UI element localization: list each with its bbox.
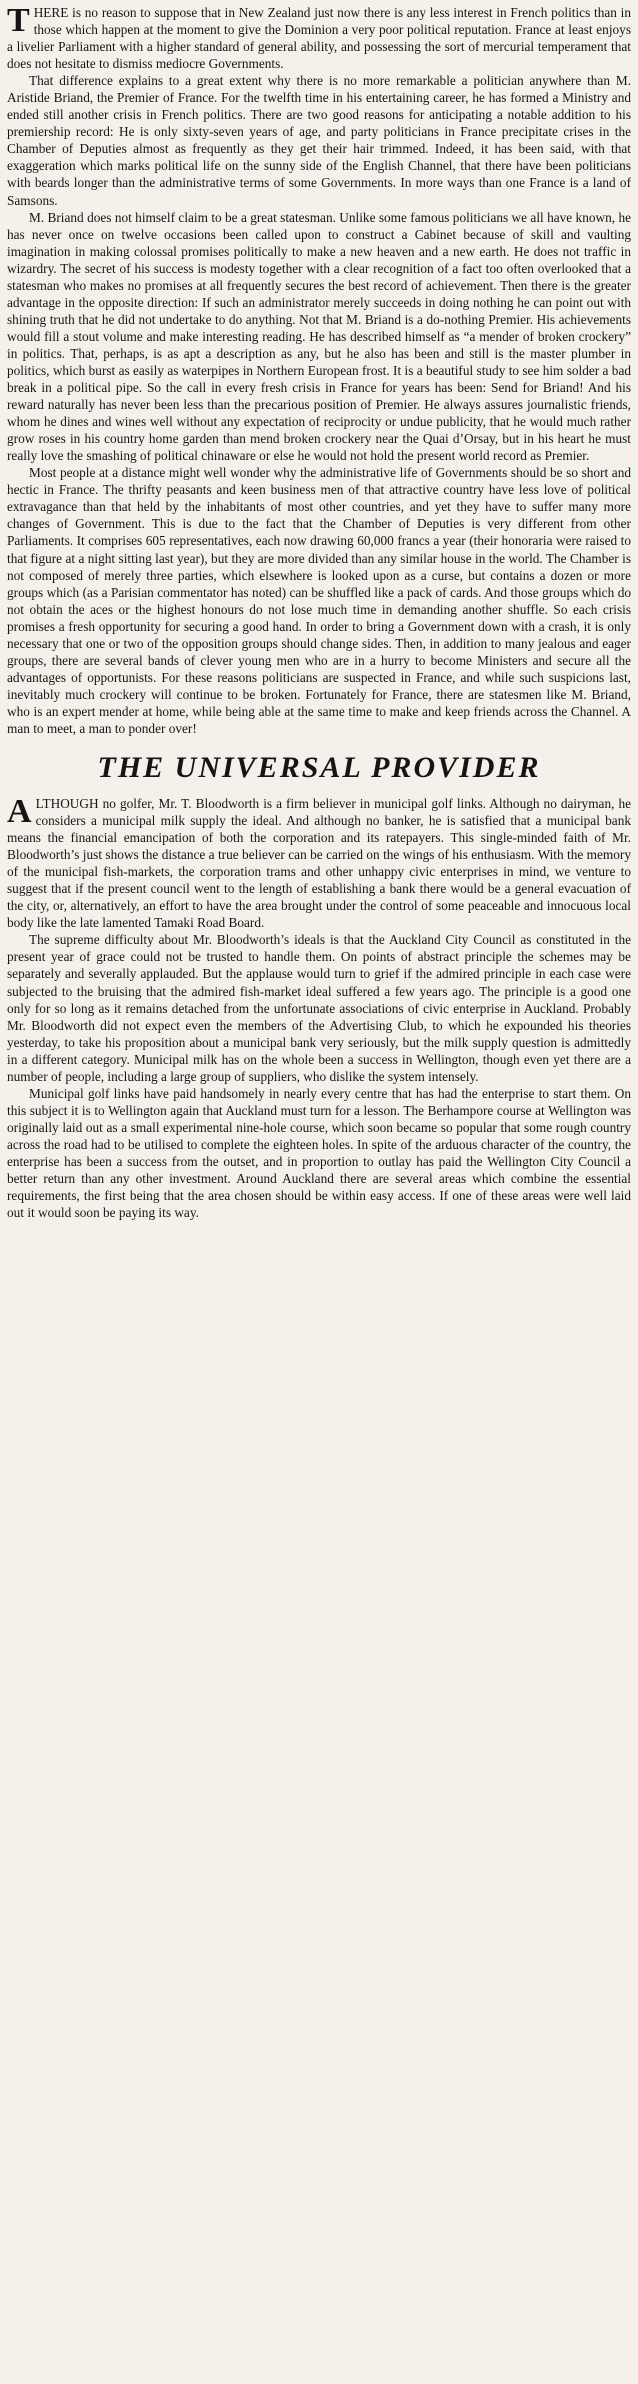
article-headline: THE UNIVERSAL PROVIDER	[97, 751, 541, 785]
article-paragraph: Most people at a distance might well wonder why the administrative life of Governments should be so short and hectic in France. The thrifty peasants and keen business men of that attractive country have less love of political extravagance than that held by the inhabitants of most other countries, and yet they have to suffer many more changes of Government. This is due to the fact that the Chamber of Deputies is very different from other Parliaments. It comprises 605 representatives, each now drawing 60,000 francs a year (their honoraria were raised to that figure at a night sitting last year), but they are more divided than any similar house in the world. The Chamber is not composed of merely three parties, which elsewhere is looked upon as a curse, but contains a dozen or more groups which (as a Parisian commentator has noted) can be shuffled like a pack of cards. And those groups which do not obtain the aces or the highest honours do not lose much time in demanding another shuffle. So each crisis promises a fresh opportunity for securing a good hand. In order to bring a Government down with a crash, it is only necessary that one or two of the opposition groups should change sides. Then, in addition to many jealous and eager groups, there are several bands of clever young men who are in a hurry to become Ministers and secure all the advantages of opportunists. For these reasons politicians are suspected in France, and while such suspicions last, inevitably much crockery will continue to be broken. Fortunately for France, there are statesmen like M. Briand, who is an expert mender at home, while being able at the same time to make and keep friends across the Channel. A man to meet, a man to ponder over!	[7, 465, 631, 736]
drop-cap: A	[7, 793, 32, 831]
article-paragraph	[7, 795, 631, 931]
article-paragraph: That difference explains to a great extent why there is no more remarkable a politician anywhere than M. Aristide Briand, the Premier of France. For the twelfth time in his entertaining career, he has formed a Ministry and ended still another crisis in French politics. There are two good reasons for anticipating a notable addition to his premiership record: He is only sixty-seven years of age, and party politicians in France precipitate crises in the Chamber of Deputies almost as frequently as they get their hair trimmed. Indeed, it has been said, with that exaggeration which marks political life on the sunny side of the English Channel, that there have been politicians with beards longer than the administrative terms of some Governments. In more ways than one France is a land of Samsons.	[7, 73, 631, 208]
article-paragraph: The supreme difficulty about Mr. Bloodworth’s ideals is that the Auckland City Council as constituted in the present year of grace could not be trusted to handle them. On points of abstract principle the schemes may be separately and severally applauded. But the applause would turn to grief if the admired principle in each case were subjected to the bruising that the admired fish-market ideal suffered a few years ago. The principle is a good one only for so long as it remains detached from the unfortunate associations of civic enterprise in Auckland. Probably Mr. Bloodworth did not expect even the members of the Advertising Club, to which he expounded his theories yesterday, to take his proposition about a municipal bank very seriously, but the milk supply question is admittedly in a different category. Municipal milk has on the whole been a success in Wellington, though even yet there are a number of people, including a large group of suppliers, who dislike the system intensely.	[7, 932, 631, 1084]
paragraph-text: HERE is no reason to suppose that in New Zealand just now there is any less interest in French politics than in those which happen at the moment to give the Dominion a very poor political reputation. France at least enjoys a livelier Parliament with a higher standard of general ability, and possessing the sort of mercurial temperament that does not hesitate to dismiss mediocre Governments.	[7, 5, 631, 72]
paragraph-text: LTHOUGH no golfer, Mr. T. Bloodworth is a firm believer in municipal golf links. Although no dairyman, he considers a municipal milk supply the ideal. And although no banker, he is satisfied that a municipal bank means the financial emancipation of both the corporation and its ratepayers. This single-minded faith of Mr. Bloodworth’s just shows the distance a true believer can be carried on the wings of his enthusiasm. With the memory of the municipal fish-markets, the corporation trams and other unhappy civic enterprises in mind, we venture to suggest that if the present council went to the length of establishing a bank there would be a general evacuation of the city, or, alternatively, an effort to have the area brought under the control of some peaceable and innocuous local body like the late lamented Tamaki Road Board.	[7, 796, 631, 931]
drop-cap: T	[7, 4, 30, 39]
article-paragraph	[7, 4, 631, 72]
newspaper-page	[7, 4, 631, 2376]
article-briand	[7, 4, 631, 737]
article-paragraph: Municipal golf links have paid handsomely in nearly every centre that has had the enterprise to start them. On this subject it is to Wellington again that Auckland must turn for a lesson. The Berhampore course at Wellington was originally laid out as a small experimental nine-hole course, which soon became so popular that some rough country across the road had to be utilised to complete the eighteen holes. In spite of the arduous character of the country, the enterprise has been a success from the outset, and in proportion to outlay has paid the Wellington City Council a better return than any other investment. Around Auckland there are several areas which combine the essential requirements, the first being that the area chosen should be within easy access. If one of these areas were well laid out it would soon be paying its way.	[7, 1085, 631, 1221]
article-universal-provider	[7, 795, 631, 1221]
article-paragraph: M. Briand does not himself claim to be a great statesman. Unlike some famous politicians we all have known, he has never once on twelve occasions been called upon to construct a Cabinet because of skill and vaulting imagination in making colossal promises politically to make a new heaven and a new earth. He does not traffic in wizardry. The secret of his success is modesty together with a clear recognition of a fact too often overlooked that a statesman who makes no promises at all frequently secures the best record of achievement. Then there is the greater advantage in the opposite direction: If such an administrator merely succeeds in doing nothing he can point out with shining truth that he did not undertake to do anything. Not that M. Briand is a do-nothing Premier. His achievements would fill a stout volume and make interesting reading. He has described himself as “a mender of broken crockery” in politics. That, perhaps, is as apt a description as any, but he also has been and still is the master plumber in politics, which burst as easily as waterpipes in Northern European frost. It is a beautiful study to see him solder a bad break in a political pipe. So the call in every fresh crisis in France for years has been: Send for Briand! And his reward naturally has never been less than the precarious position of Premier. He always assures journalistic friends, whom he dines and wines well without any expectation of reciprocity or undue publicity, that he would much rather grow roses in his country home garden than mend broken crockery near the Quai d’Orsay, but in his heart he must really love the smashing of political chinaware or else he would not hold the present world record as Premier.	[7, 209, 631, 464]
